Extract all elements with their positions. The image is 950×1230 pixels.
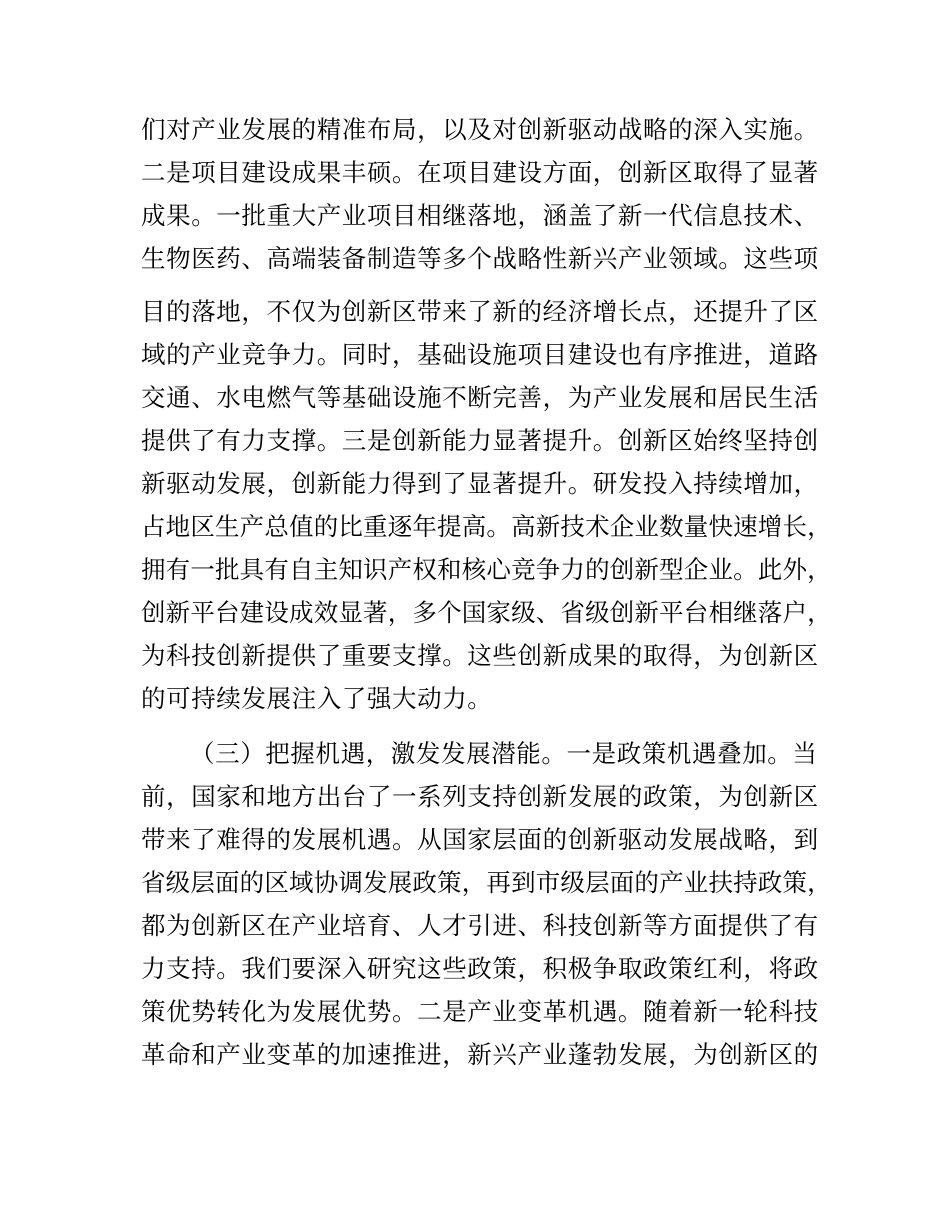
text-line: 占地区生产总值的比重逐年提高。高新技术企业数量快速增长， xyxy=(141,512,832,541)
text-line: 创新平台建设成效显著，多个国家级、省级创新平台相继落户， xyxy=(141,598,832,627)
text-line: 们对产业发展的精准布局，以及对创新驱动战略的深入实施。 xyxy=(141,115,819,144)
text-line: 成果。一批重大产业项目相继落地，涵盖了新一代信息技术、 xyxy=(141,201,819,230)
text-line: 交通、水电燃气等基础设施不断完善，为产业发展和居民生活 xyxy=(141,383,819,412)
text-line: 二是项目建设成果丰硕。在项目建设方面，创新区取得了显著 xyxy=(141,158,819,187)
text-line: 前，国家和地方出台了一系列支持创新发展的政策，为创新区 xyxy=(141,782,819,811)
text-line: 生物医药、高端装备制造等多个战略性新兴产业领域。这些项 xyxy=(141,244,819,273)
text-line: 拥有一批具有自主知识产权和核心竞争力的创新型企业。此外， xyxy=(141,555,832,584)
text-line: 带来了难得的发展机遇。从国家层面的创新驱动发展战略，到 xyxy=(141,825,819,854)
text-line: 省级层面的区域协调发展政策，再到市级层面的产业扶持政策， xyxy=(141,868,832,897)
text-line: 新驱动发展，创新能力得到了显著提升。研发投入持续增加， xyxy=(141,469,819,498)
text-line: 域的产业竞争力。同时，基础设施项目建设也有序推进，道路 xyxy=(141,340,819,369)
text-line: 提供了有力支撑。三是创新能力显著提升。创新区始终坚持创 xyxy=(141,426,819,455)
text-line: 都为创新区在产业培育、人才引进、科技创新等方面提供了有 xyxy=(141,911,819,940)
text-line: （三）把握机遇，激发发展潜能。一是政策机遇叠加。当 xyxy=(190,739,818,768)
text-line: 策优势转化为发展优势。二是产业变革机遇。随着新一轮科技 xyxy=(141,997,819,1026)
text-line: 为科技创新提供了重要支撑。这些创新成果的取得，为创新区 xyxy=(141,641,819,670)
text-line: 目的落地，不仅为创新区带来了新的经济增长点，还提升了区 xyxy=(141,297,819,326)
text-line: 的可持续发展注入了强大动力。 xyxy=(141,684,493,713)
text-line: 力支持。我们要深入研究这些政策，积极争取政策红利，将政 xyxy=(141,954,819,983)
text-line: 革命和产业变革的加速推进，新兴产业蓬勃发展，为创新区的 xyxy=(141,1040,819,1069)
